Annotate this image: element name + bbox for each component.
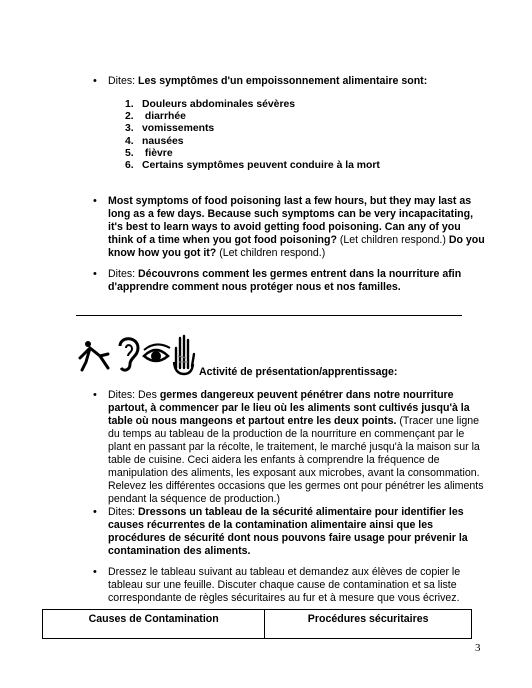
list-item: 2. diarrhée bbox=[125, 111, 186, 123]
food-poisoning-paragraph: • Most symptoms of food poisoning last a few hours, but they may last as long as a few days. Because such symptoms can be very incapacitating, it's best to learn ways to avoid getting food poisoning. Can any of you think of a time when you got food poisoning? (Let children respond.) Do you know how you got it? (Let children respond.) bbox=[93, 195, 485, 259]
copy-table-paragraph: • Dressez le tableau suivant au tableau et demandez aux élèves de copier le tableau sur une feuille. Discuter chaque cause de contamination et sa liste correspondante de règles sécuritaires au fur et à mesure que vous écrivez. bbox=[93, 566, 461, 604]
hand-icon bbox=[174, 336, 194, 374]
bullet-dot: • bbox=[93, 75, 97, 87]
bullet-dot: • bbox=[93, 268, 97, 280]
symptoms-intro: Les symptômes d'un empoissonnement alimentaire sont: bbox=[138, 75, 428, 87]
ear-icon bbox=[120, 339, 138, 370]
list-item: 5. fièvre bbox=[125, 147, 173, 159]
activity-icons bbox=[78, 332, 196, 376]
list-item: 4. nausées bbox=[125, 135, 184, 147]
contamination-table bbox=[42, 609, 472, 639]
bullet-dot: • bbox=[93, 506, 97, 518]
table-row bbox=[43, 610, 472, 639]
safety-chart-paragraph: • Dites: Dressons un tableau de la sécurité alimentaire pour identifier les causes récurrentes de la contamination alimentaire ainsi que les procédures de sécurité dont nous pouvons faire usage pour prévenir la contamination des aliments. bbox=[93, 506, 468, 557]
germs-intro-paragraph: • Dites: Découvrons comment les germes entrent dans la nourriture afin d'apprendre comment nous protéger nous et nos familles. bbox=[93, 268, 462, 293]
list-item: 6. Certains symptômes peuvent conduire à la mort bbox=[125, 160, 380, 172]
page-number: 3 bbox=[475, 642, 481, 654]
dites-label: Dites: bbox=[108, 75, 139, 87]
list-item: 1. Douleurs abdominales sévères bbox=[125, 99, 296, 110]
gymnast-icon bbox=[80, 341, 108, 370]
bullet-dot: • bbox=[93, 566, 97, 578]
bullet-dot: • bbox=[93, 389, 97, 401]
symptoms-bullet bbox=[93, 75, 488, 88]
list-item: 3. vomissements bbox=[125, 123, 215, 135]
symptoms-list bbox=[125, 99, 380, 172]
table-header-causes: Causes de Contamination bbox=[43, 610, 265, 639]
table-header-procedures: Procédures sécuritaires bbox=[265, 610, 472, 639]
bullet-dot: • bbox=[93, 195, 97, 207]
eye-icon bbox=[144, 344, 170, 361]
horizontal-divider bbox=[76, 315, 462, 316]
germs-timeline-paragraph: • Dites: Des germes dangereux peuvent pénétrer dans notre nourriture partout, à commencer par le lieu où les aliments sont cultivés jusqu'à la table où nous mangeons et partout entre les deux points. (Tracer une ligne du temps au tableau de la production de la nourriture en commençant par le plant en passant par la récolte, le traitement, le marché jusqu'à la maison sur la table de cuisine. Ceci aidera les enfants à comprendre la fréquence de manipulation des aliments, les exposant aux microbes, avant la consommation. Relevez les différentes occasions que les germes ont pour pénétrer les aliments pendant la séquence de production.) bbox=[93, 389, 484, 505]
activity-title: Activité de présentation/apprentissage: bbox=[199, 366, 398, 378]
